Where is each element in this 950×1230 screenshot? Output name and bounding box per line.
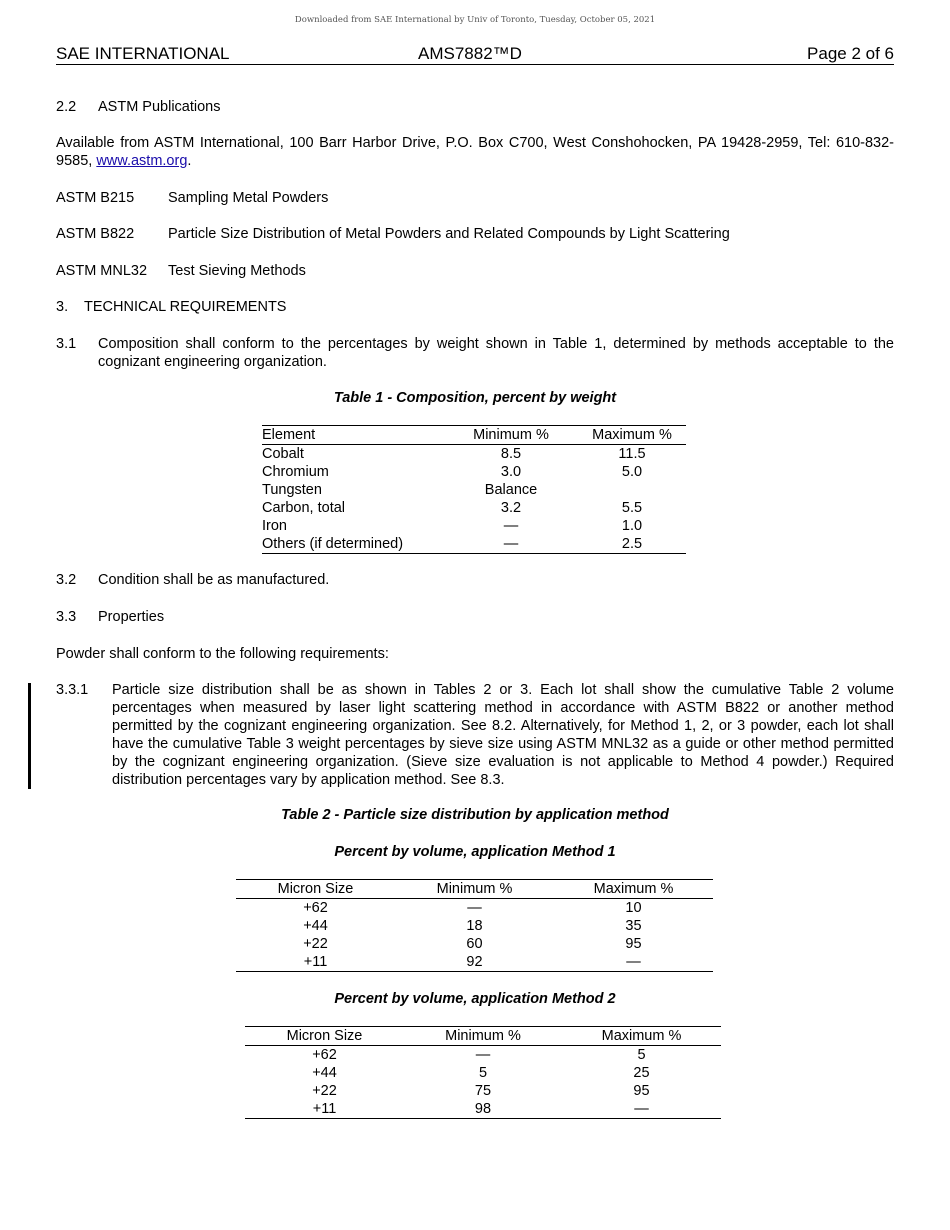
table-row — [236, 953, 713, 972]
table-row — [245, 1100, 721, 1119]
section-3-3-intro: Powder shall conform to the following requirements: — [56, 646, 389, 662]
maximum-cell: — — [634, 1101, 649, 1117]
micron-size-cell: +62 — [312, 1047, 337, 1063]
minimum-cell: 98 — [474, 1101, 492, 1117]
minimum-cell: 60 — [466, 936, 483, 952]
table-2-caption: Table 2 - Particle size distribution by application method — [281, 807, 669, 823]
method-1-caption: Percent by volume, application Method 1 — [334, 844, 616, 860]
table-row — [245, 1046, 721, 1065]
element-cell: Tungsten — [262, 482, 322, 498]
ref-code: ASTM MNL32 — [56, 263, 148, 279]
minimum-cell: 75 — [474, 1083, 492, 1099]
table-row — [262, 517, 686, 535]
element-cell: Iron — [262, 518, 287, 534]
maximum-cell: 35 — [625, 918, 642, 934]
column-header: Micron Size — [245, 1027, 404, 1046]
column-header: Maximum % — [562, 1027, 721, 1046]
micron-size-cell: +22 — [303, 936, 328, 952]
minimum-cell: — — [503, 536, 519, 552]
minimum-cell: 3.2 — [500, 500, 522, 516]
section-3-2-number: 3.2 — [56, 572, 77, 588]
ref-code: ASTM B822 — [56, 226, 135, 242]
section-2-2-title: ASTM Publications — [98, 99, 221, 115]
table-row — [236, 935, 713, 953]
composition-table — [262, 425, 686, 554]
astm-availability — [56, 134, 894, 170]
section-3-3-number: 3.3 — [56, 609, 77, 625]
micron-size-cell: +22 — [312, 1083, 337, 1099]
table-row — [262, 445, 686, 464]
minimum-cell: 92 — [466, 954, 483, 970]
micron-size-cell: +44 — [303, 918, 328, 934]
table-1-caption: Table 1 - Composition, percent by weight — [333, 390, 617, 406]
minimum-cell: Balance — [484, 482, 538, 498]
column-header: Element — [262, 426, 444, 445]
method-2-table — [245, 1026, 721, 1119]
section-3-2-text: Condition shall be as manufactured. — [98, 572, 330, 588]
minimum-cell: 18 — [466, 918, 483, 934]
header-doc-number: AMS7882™D — [418, 44, 522, 63]
maximum-cell: 1.0 — [621, 518, 643, 534]
download-notice: Downloaded from SAE International by Univ of Toronto, Tuesday, October 05, 2021 — [294, 15, 656, 25]
minimum-cell: — — [503, 518, 519, 534]
revision-change-bar — [28, 683, 31, 789]
table-row — [262, 535, 686, 554]
ref-title: Particle Size Distribution of Metal Powders and Related Compounds by Light Scattering — [168, 226, 730, 242]
element-cell: Others (if determined) — [262, 536, 404, 552]
section-3-3-1-text: Particle size distribution shall be as shown in Tables 2 or 3. Each lot shall show the cumulative Table 2 volume percentages when measured by laser light scattering method in accordance with ASTM B822 or another method permitted by the cognizant engineering organization. See 8.2. Alternatively, for Method 1, 2, or 3 powder, each lot shall have the cumulative Table 3 weight percentages by sieve size using ASTM MNL32 as a guide or other method permitted by the cognizant engineering organization. (Sieve size evaluation is not applicable to Method 4 powder.) Required distribution percentages vary by application method. See 8.3. — [112, 682, 894, 788]
header-page-number: Page 2 of 6 — [807, 44, 894, 63]
element-cell: Carbon, total — [262, 500, 346, 516]
section-3-3-title: Properties — [98, 609, 165, 625]
minimum-cell: 5 — [478, 1065, 488, 1081]
table-row — [262, 499, 686, 517]
table-row — [236, 917, 713, 935]
micron-size-cell: +11 — [312, 1101, 337, 1117]
table-row — [236, 899, 713, 918]
maximum-cell: 10 — [625, 900, 642, 916]
section-3-1-text: Composition shall conform to the percentages by weight shown in Table 1, determined by methods acceptable to the cognizant engineering organization. — [98, 336, 894, 370]
maximum-cell: — — [626, 954, 641, 970]
maximum-cell: 11.5 — [618, 446, 646, 462]
column-header: Minimum % — [444, 426, 578, 445]
astm-availability-end: . — [187, 153, 192, 169]
maximum-cell: 5.0 — [621, 464, 643, 480]
element-cell: Cobalt — [262, 446, 304, 462]
maximum-cell: 95 — [625, 936, 642, 952]
table-header-row — [245, 1027, 721, 1046]
section-3-1-number: 3.1 — [56, 336, 77, 352]
header-org: SAE INTERNATIONAL — [56, 44, 230, 63]
page-header — [56, 44, 894, 65]
element-cell: Chromium — [262, 464, 329, 480]
micron-size-cell: +62 — [303, 900, 328, 916]
maximum-cell: 2.5 — [621, 536, 643, 552]
column-header: Micron Size — [236, 880, 395, 899]
maximum-cell: 5 — [637, 1047, 646, 1063]
table-row — [262, 463, 686, 481]
section-3-number: 3. — [56, 299, 69, 315]
astm-availability-text: Available from ASTM International, 100 Barr Harbor Drive, P.O. Box C700, West Conshohocken, PA 19428-2959, Tel: 610-832-9585, — [56, 135, 894, 169]
micron-size-cell: +11 — [303, 954, 328, 970]
maximum-cell — [578, 481, 686, 499]
column-header: Maximum % — [578, 426, 686, 445]
section-2-2-number: 2.2 — [56, 99, 77, 115]
minimum-cell: 3.0 — [500, 464, 522, 480]
column-header: Minimum % — [404, 1027, 562, 1046]
ref-title: Sampling Metal Powders — [168, 190, 329, 206]
table-header-row — [236, 880, 713, 899]
maximum-cell: 5.5 — [621, 500, 643, 516]
section-3-3-1-number: 3.3.1 — [56, 682, 89, 698]
ref-title: Test Sieving Methods — [168, 263, 306, 279]
minimum-cell: — — [467, 900, 482, 916]
table-row — [245, 1064, 721, 1082]
table-row — [262, 481, 686, 499]
micron-size-cell: +44 — [312, 1065, 337, 1081]
column-header: Minimum % — [395, 880, 554, 899]
minimum-cell: — — [475, 1047, 491, 1063]
table-row — [245, 1082, 721, 1100]
maximum-cell: 95 — [633, 1083, 650, 1099]
ref-code: ASTM B215 — [56, 190, 135, 206]
astm-website-link[interactable]: www.astm.org — [96, 153, 188, 169]
section-3-title: TECHNICAL REQUIREMENTS — [84, 299, 287, 315]
method-2-caption: Percent by volume, application Method 2 — [334, 991, 616, 1007]
maximum-cell: 25 — [633, 1065, 650, 1081]
method-1-table — [236, 879, 713, 972]
minimum-cell: 8.5 — [500, 446, 522, 462]
column-header: Maximum % — [554, 880, 713, 899]
table-header-row — [262, 426, 686, 445]
